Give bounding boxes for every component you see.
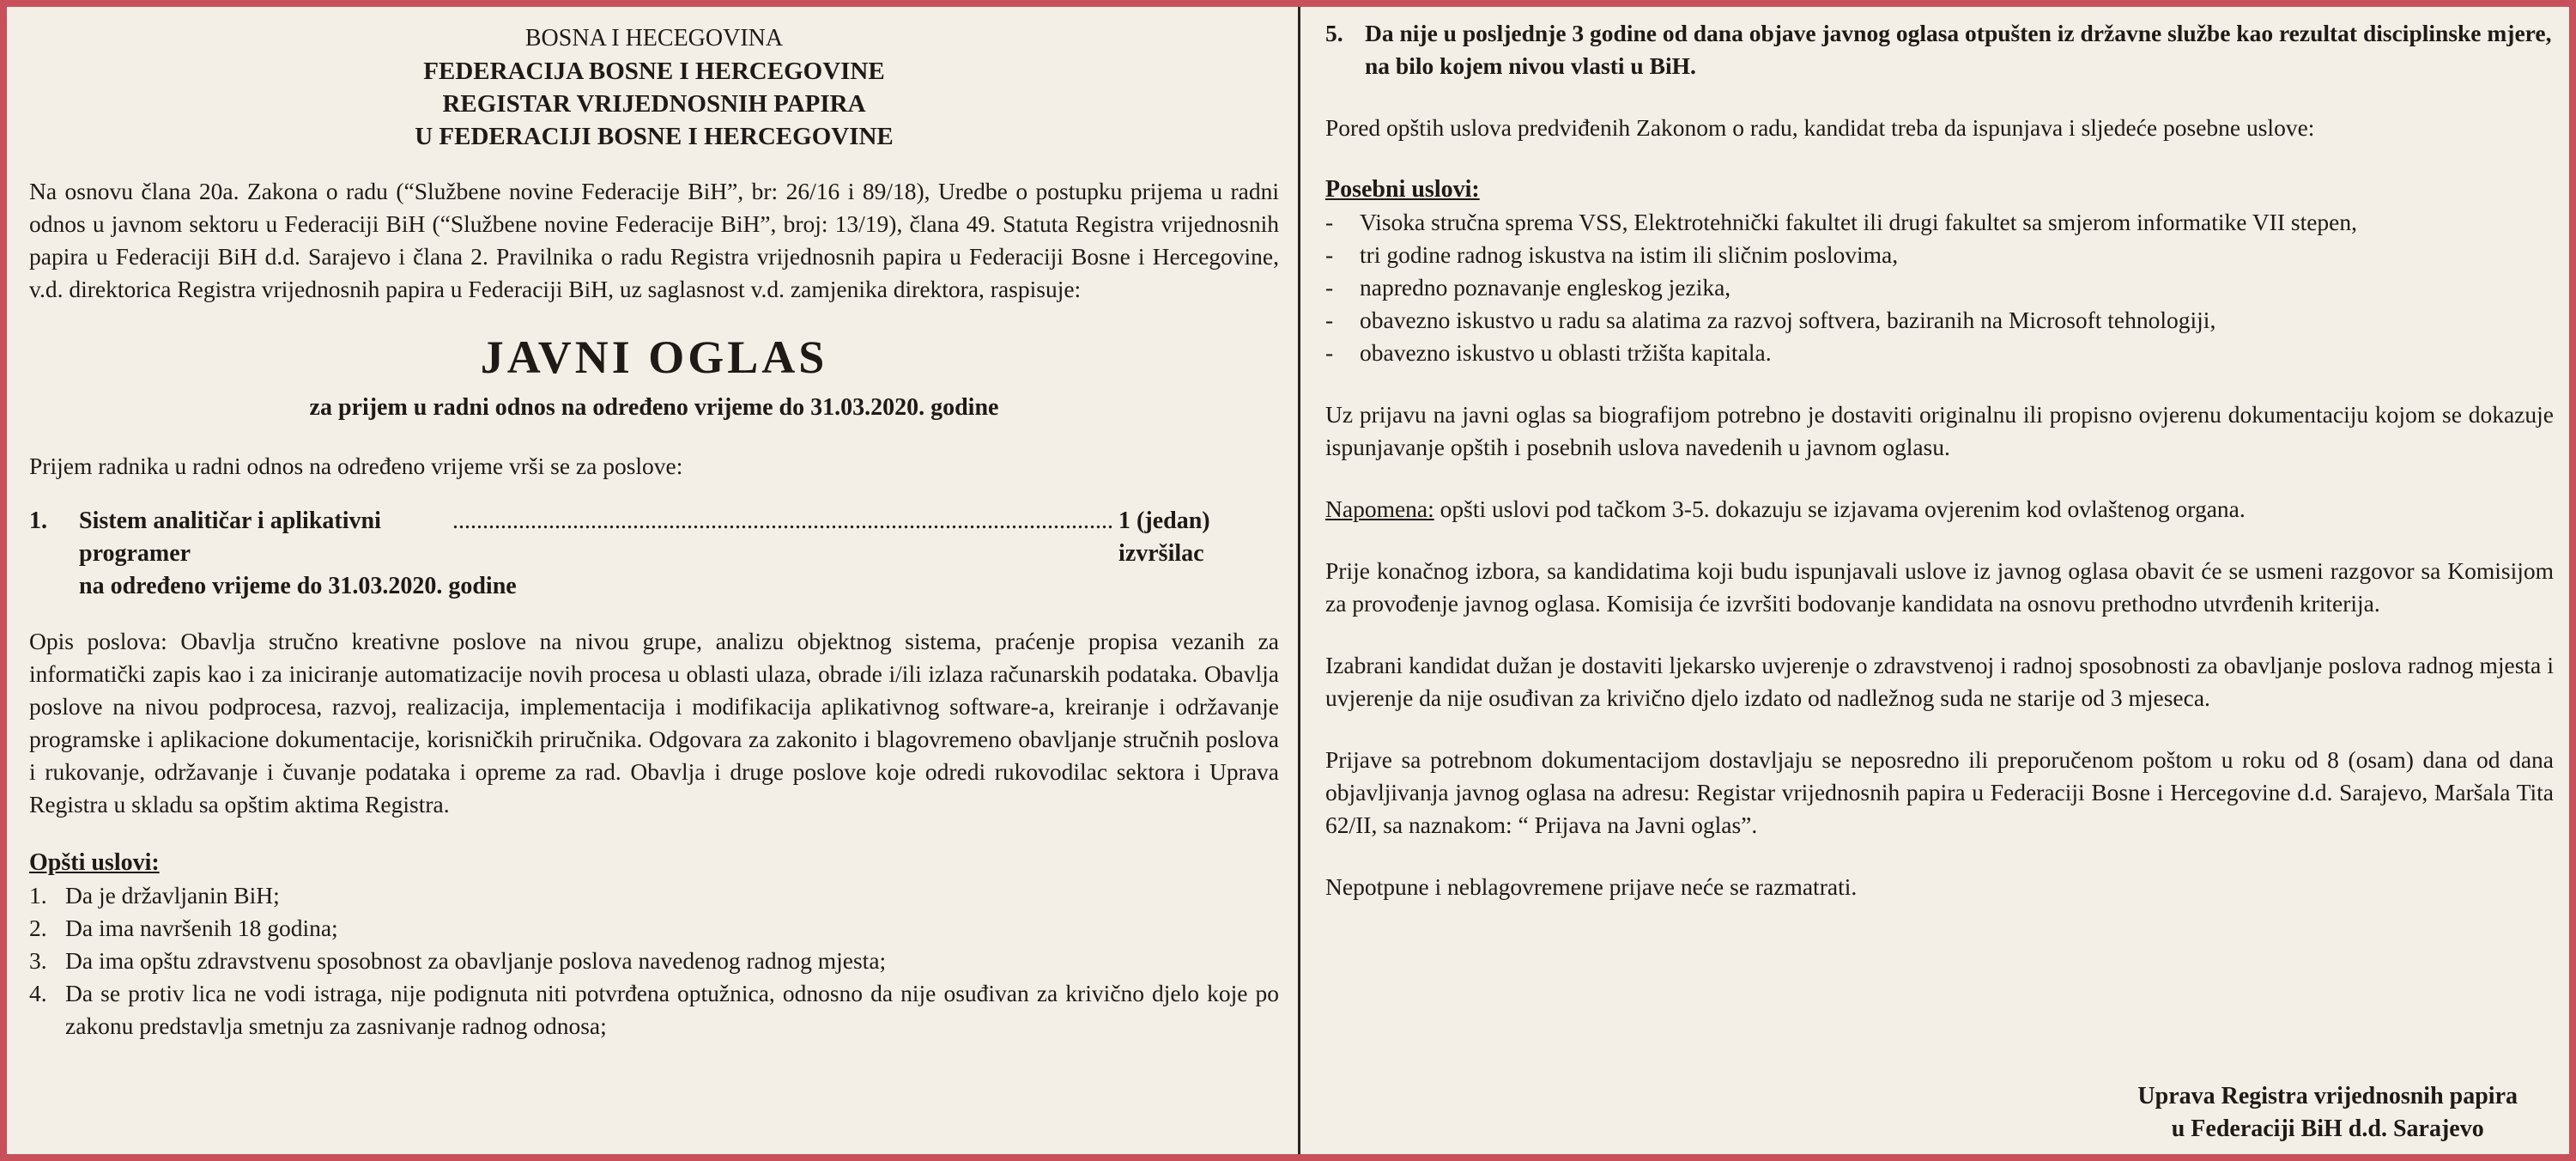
item-text: Da nije u posljednje 3 godine od dana objave javnog oglasa otpušten iz državne službe kao rezultat disciplinske mjere, na bilo kojem nivou vlasti u BiH. [1365,20,2552,79]
list-item [29,912,1279,945]
dash-bullet: - [1325,307,1334,333]
announcement-title: JAVNI OGLAS [480,331,828,383]
item-text: obavezno iskustvo u oblasti tržišta kapitala. [1360,339,1772,366]
column-divider [1298,7,1300,1154]
list-item [1325,206,2554,239]
item-text: Visoka stručna sprema VSS, Elektrotehnički fakultet ili drugi fakultet sa smjerom informatike VII stepen, [1360,209,2357,235]
list-item [29,977,1279,1042]
general-conditions-title: Opšti uslovi: [29,849,160,876]
item-text: Da ima navršenih 18 godina; [65,915,338,941]
list-item [1325,337,2554,369]
list-item [29,945,1279,977]
item-number: 2. [29,915,47,941]
position-leader-dots: .............................................................................................................. [452,508,1114,534]
item-text: napredno poznavanje engleskog jezika, [1360,274,1731,301]
general-condition-5 [1325,17,2554,82]
job-description: Opis poslova: Obavlja stručno kreativne poslove na nivou grupe, analizu objektnog sistema, praćenje propisa vezanih za informatički zapis kao i za iniciranje automatizacije novih procesa u oblasti ulaza, obrade i/ili izlaza računarskih podataka. Obavlja poslove na nivou podprocesa, razvoj, realizacija, implementacija i modifikacija aplikativnog software-a, kreiranje i održavanje programske i aplikacione dokumentacije, korisničkih priručnika. Odgovara za zakonito i blagovremeno obavljanje stručnih poslova i rukovanje, održavanje i čuvanje podataka i opreme za rad. Obavlja i druge poslove koje odredi rukovodilac sektora i Uprava Registra u skladu sa opštim aktima Registra. [29,628,1279,818]
special-conditions-list [1325,206,2554,369]
list-item [1325,239,2554,271]
selection-paragraph: Prije konačnog izbora, sa kandidatima koji budu ispunjavali uslove iz javnog oglasa obavit će se usmeni razgovor sa Komisijom za provođenje javnog oglasa. Komisija će izvršiti bodovanje kandidata na osnovu prethodno utvrđenih kriterija. [1325,557,2554,617]
position-name: Sistem analitičar i aplikativni programer [79,508,381,567]
item-number: 5. [1325,20,1343,46]
list-item [29,879,1279,912]
left-column [7,7,1294,1154]
signature-block [2137,1080,2518,1146]
item-text: Da se protiv lica ne vodi istraga, nije podignuta niti potvrđena optužnica, odnosno da nije osuđivan za krivično djelo koje po zakonu predstavlja smetnju za zasnivanje radnog odnosa; [65,980,1279,1039]
position-count: 1 (jedan) izvršilac [1118,508,1210,567]
medical-certificate-paragraph: Izabrani kandidat dužan je dostaviti ljekarsko uvjerenje o zdravstvenoj i radnoj sposobnosti za obavljanje poslova radnog mjesta i uvjerenje da nije osuđivan za krivično djelo izdato od nadležnog suda ne starije od 3 mjeseca. [1325,652,2554,711]
header-federation: FEDERACIJA BOSNE I HERCEGOVINE [423,58,885,85]
documentation-paragraph: Uz prijavu na javni oglas sa biografijom potrebno je dostaviti originalnu ili propisno ovjerenu dokumentaciju kojom se dokazuje ispunjavanje opštih i posebnih uslova navedenih u javnom oglasu. [1325,401,2554,460]
item-number: 4. [29,980,47,1006]
announcement-subtitle: za prijem u radni odnos na određeno vrijeme do 31.03.2020. godine [309,394,999,421]
item-text: tri godine radnog iskustva na istim ili sličnim poslovima, [1360,241,1899,268]
dash-bullet: - [1325,241,1334,268]
note-paragraph [1325,493,2554,526]
header-registry: REGISTAR VRIJEDNOSNIH PAPIRA [442,90,866,118]
item-number: 3. [29,947,47,974]
special-conditions-title: Posebni uslovi: [1325,176,1480,203]
signature-line-2: u Federaciji BiH d.d. Sarajevo [2171,1115,2484,1142]
item-text: Da ima opštu zdravstvenu sposobnost za obavljanje poslova navedenog radnog mjesta; [65,947,887,974]
note-text: opšti uslovi pod tačkom 3-5. dokazuju se izjavama ovjerenim kod ovlaštenog organa. [1433,495,2246,522]
general-conditions-list [29,879,1279,1042]
header [29,22,1279,153]
positions-intro: Prijem radnika u radni odnos na određeno vrijeme vrši se za poslove: [29,453,683,479]
incomplete-applications-paragraph: Nepotpune i neblagovremene prijave neće se razmatrati. [1325,873,1858,900]
item-text: obavezno iskustvo u radu sa alatima za razvoj softvera, baziranih na Microsoft tehnologiji, [1360,307,2216,333]
position-entry [29,505,1279,603]
dash-bullet: - [1325,339,1334,366]
note-label: Napomena: [1325,495,1434,522]
position-duration: na određeno vrijeme do 31.03.2020. godine [79,573,517,599]
special-conditions-intro: Pored opštih uslova predviđenih Zakonom o radu, kandidat treba da ispunjava i sljedeće posebne uslove: [1325,114,2315,141]
intro-paragraph: Na osnovu člana 20a. Zakona o radu (“Službene novine Federacije BiH”, br: 26/16 i 89/18), Uredbe o postupku prijema u radni odnos u javnom sektoru u Federaciji BiH (“Službene novine Federacije BiH”, broj: 13/19), člana 49. Statuta Registra vrijednosnih papira u Federaciji BiH d.d. Sarajevo i člana 2. Pravilnika o radu Registra vrijednosnih papira u Federaciji Bosne i Hercegovine, v.d. direktorica Registra vrijednosnih papira u Federaciji BiH, uz saglasnost v.d. zamjenika direktora, raspisuje: [29,178,1279,302]
list-item [1325,304,2554,337]
list-item [1325,271,2554,304]
dash-bullet: - [1325,209,1334,235]
signature-line-1: Uprava Registra vrijednosnih papira [2137,1083,2518,1109]
right-column [1305,7,2569,1154]
header-country: BOSNA I HECEGOVINA [524,25,784,52]
item-number: 1. [29,882,47,909]
applications-paragraph: Prijave sa potrebnom dokumentacijom dostavljaju se neposredno ili preporučenom poštom u roku od 8 (osam) dana od dana objavljivanja javnog oglasa na adresu: Registar vrijednosnih papira u Federaciji Bosne i Hercegovine d.d. Sarajevo, Maršala Tita 62/II, sa naznakom: “ Prijava na Javni oglas”. [1325,746,2554,838]
dash-bullet: - [1325,274,1334,301]
position-number: 1. [29,508,47,534]
header-registry-location: U FEDERACIJI BOSNE I HERCEGOVINE [415,123,894,150]
item-text: Da je državljanin BiH; [65,882,280,909]
